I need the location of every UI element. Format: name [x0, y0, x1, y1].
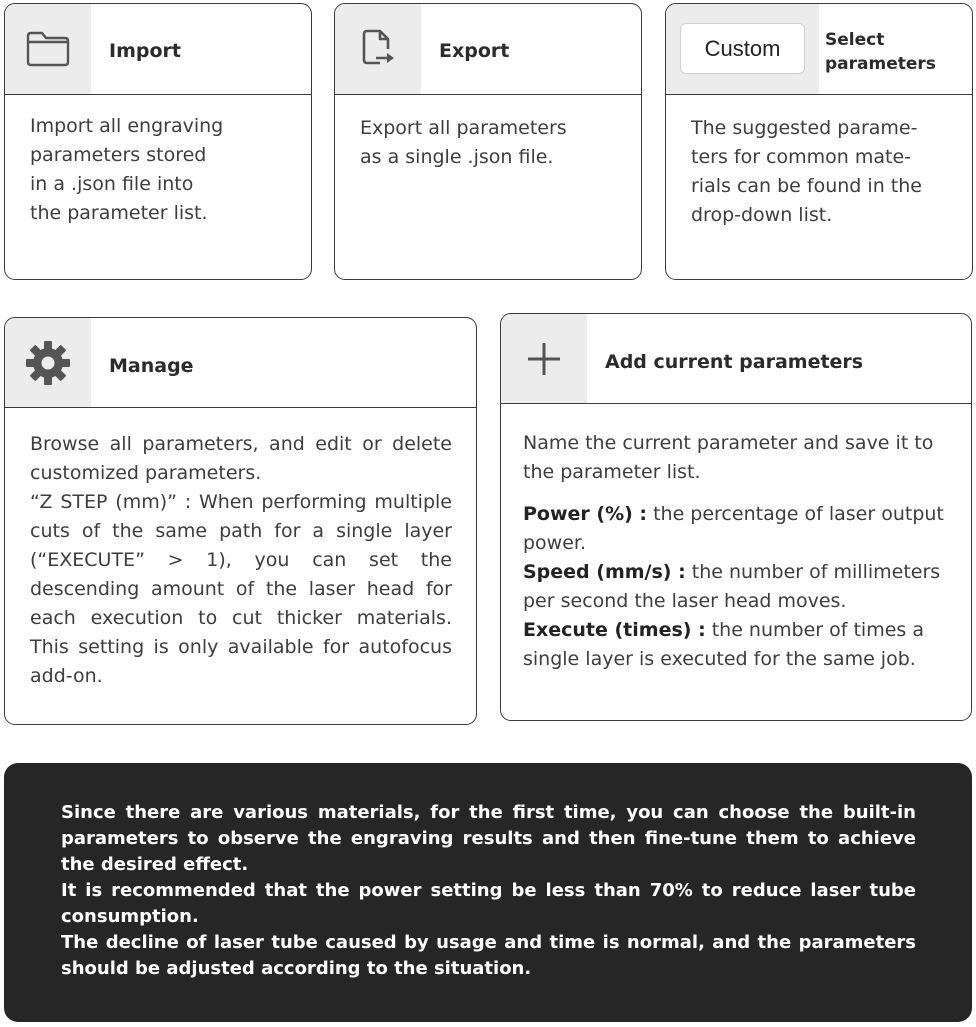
select-description — [691, 114, 948, 230]
file-export-icon — [358, 27, 398, 71]
manage-card — [4, 317, 477, 725]
gear-icon — [24, 339, 72, 387]
add-card-header — [501, 314, 971, 404]
power-label: Power (%) : — [523, 503, 648, 525]
export-description — [360, 114, 617, 172]
export-card — [334, 3, 642, 280]
folder-icon — [25, 30, 71, 68]
export-line: Export all parameters — [360, 117, 567, 139]
import-description — [30, 112, 287, 228]
notice-content — [61, 800, 916, 982]
import-line: parameters stored — [30, 144, 207, 166]
export-icon-box[interactable] — [335, 4, 421, 94]
notice-paragraph: It is recommended that the power setting be less than 70% to reduce laser tube consumption. — [61, 880, 916, 927]
import-card — [4, 3, 312, 280]
speed-description — [523, 558, 949, 616]
custom-dropdown-button[interactable]: Custom — [680, 23, 805, 74]
add-parameters-card — [500, 313, 972, 721]
plus-icon — [526, 341, 562, 377]
execute-description — [523, 616, 949, 674]
select-title-line: Select — [825, 30, 885, 50]
select-card-header — [666, 4, 972, 95]
execute-label: Execute (times) : — [523, 619, 706, 641]
manage-description — [30, 430, 452, 691]
manage-card-header — [5, 318, 476, 408]
import-card-header — [5, 4, 311, 95]
power-text: the percentage of laser output power. — [523, 503, 944, 554]
add-description — [523, 429, 949, 674]
add-icon-box[interactable] — [501, 314, 587, 403]
export-line: as a single .json file. — [360, 146, 554, 168]
manage-title: Manage — [109, 355, 194, 377]
import-icon-box[interactable] — [5, 4, 91, 94]
notice-paragraph: The decline of laser tube caused by usage and time is normal, and the parameters should be adjusted according to the situation. — [61, 932, 916, 979]
manage-zstep-text: “Z STEP (mm)” : When performing multiple cuts of the same path for a single layer (“EXECUTE” > 1), you can set the descending amount of the laser head for each execution to cut thicker materials. This setting is only available for autofocus add-on. — [30, 491, 452, 687]
export-title: Export — [439, 40, 510, 62]
power-description — [523, 500, 949, 558]
add-title: Add current parameters — [605, 351, 864, 373]
notice-paragraph: Since there are various materials, for the first time, you can choose the built-in parameters to observe the engraving results and then fine-tune them to achieve the desired effect. — [61, 802, 916, 875]
select-title-line: parameters — [825, 54, 936, 74]
select-line: drop-down list. — [691, 204, 833, 226]
manage-browse-text: Browse all parameters, and edit or delete customized parameters. — [30, 433, 452, 484]
select-line: rials can be found in the — [691, 175, 922, 197]
execute-text: the number of times a single layer is executed for the same job. — [523, 619, 924, 670]
select-title — [825, 28, 936, 76]
speed-label: Speed (mm/s) : — [523, 561, 686, 583]
export-card-header — [335, 4, 641, 95]
manage-icon-box[interactable] — [5, 318, 91, 407]
notice-box — [4, 763, 972, 1022]
select-parameters-card — [665, 3, 973, 280]
import-line: Import all engraving — [30, 115, 224, 137]
select-line: ters for common mate- — [691, 146, 911, 168]
select-line: The suggested parame- — [691, 117, 918, 139]
add-intro-text: Name the current parameter and save it to the parameter list. — [523, 432, 934, 483]
speed-text: the number of millimeters per second the laser head moves. — [523, 561, 941, 612]
import-title: Import — [109, 40, 181, 62]
import-line: the parameter list. — [30, 202, 208, 224]
import-line: in a .json file into — [30, 173, 194, 195]
